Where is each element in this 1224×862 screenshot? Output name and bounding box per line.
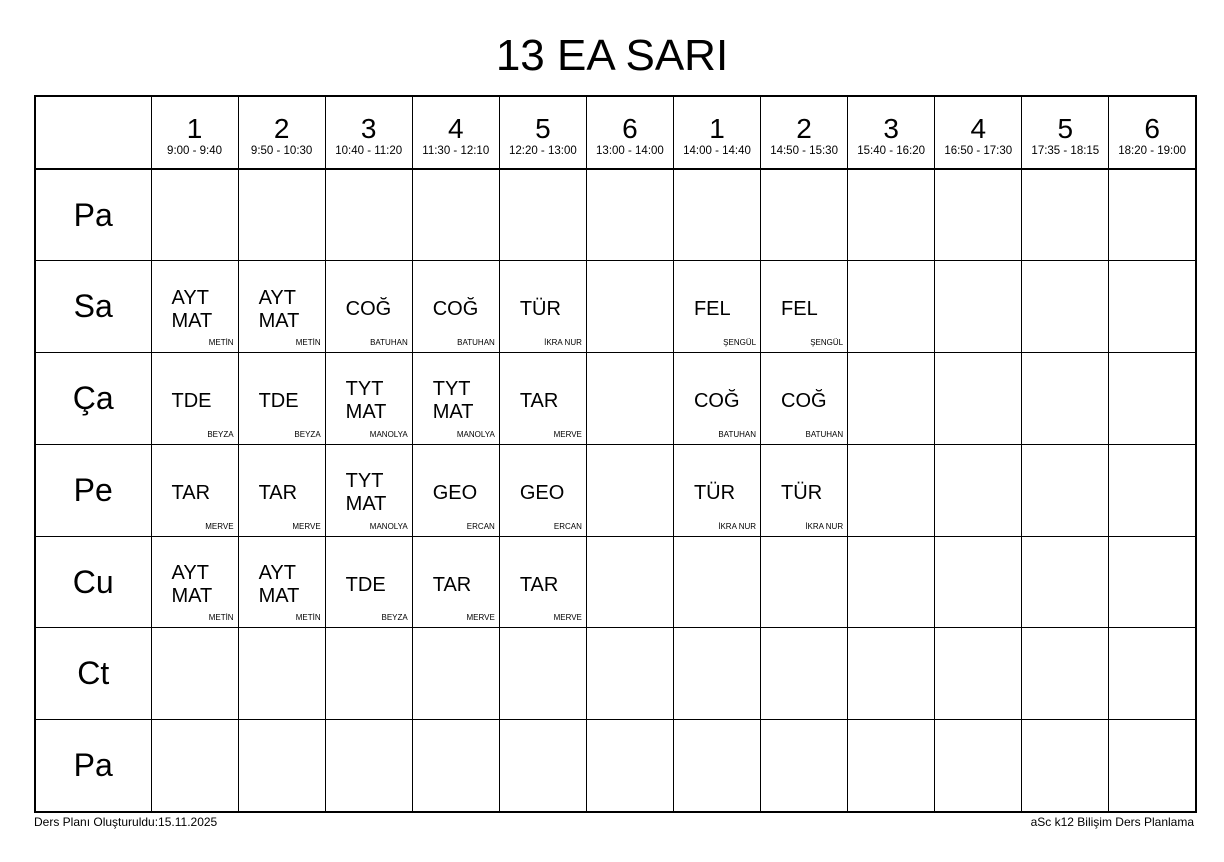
day-name: Ça: [35, 353, 151, 445]
period-number: 2: [273, 112, 290, 144]
empty-cell: [848, 444, 935, 536]
lesson-cell: [325, 261, 412, 353]
lesson-subject: [433, 375, 495, 428]
day-name: Sa: [35, 261, 151, 353]
lesson-cell: [761, 353, 848, 445]
empty-cell: [935, 536, 1022, 628]
day-row: [35, 444, 1196, 536]
period-time: 9:50 - 10:30: [250, 144, 313, 157]
lesson-cell: [673, 444, 760, 536]
empty-cell: [848, 628, 935, 720]
empty-cell: [673, 536, 760, 628]
lesson-cell: [325, 353, 412, 445]
lesson-subject: [520, 559, 582, 612]
period-number: 4: [970, 112, 987, 144]
period-time: 15:40 - 16:20: [857, 144, 926, 157]
period-header: [238, 96, 325, 169]
lesson-subject: [781, 283, 843, 336]
empty-cell: [325, 628, 412, 720]
lesson-subject: [781, 375, 843, 428]
lesson-teacher: MANOLYA: [369, 429, 408, 439]
lesson-subject-text: COĞ: [693, 389, 740, 412]
corner-cell: [35, 96, 151, 169]
day-name: Cu: [35, 536, 151, 628]
lesson-cell: [412, 536, 499, 628]
period-time: 9:00 - 9:40: [167, 144, 223, 157]
empty-cell: [1022, 536, 1109, 628]
lesson-teacher: ŞENGÜL: [723, 338, 757, 348]
lesson-subject: [346, 283, 408, 336]
lesson-subject: [172, 283, 234, 336]
lesson-subject-text: GEO: [519, 481, 565, 504]
lesson-subject-text: COĞ: [345, 298, 392, 321]
lesson-cell: [325, 536, 412, 628]
day-name: Pe: [35, 444, 151, 536]
empty-cell: [1109, 536, 1196, 628]
period-header: [761, 96, 848, 169]
lesson-subject: [346, 559, 408, 612]
lesson-subject-text: AYT MAT: [171, 286, 213, 332]
lesson-subject: [259, 467, 321, 520]
lesson-subject-text: TÜR: [693, 481, 736, 504]
lesson-subject-text: TDE: [258, 389, 299, 412]
empty-cell: [848, 169, 935, 261]
day-row: [35, 536, 1196, 628]
period-header: [151, 96, 238, 169]
lesson-teacher: BEYZA: [207, 429, 234, 439]
period-time: 16:50 - 17:30: [944, 144, 1013, 157]
lesson-cell: [151, 444, 238, 536]
empty-cell: [1022, 261, 1109, 353]
empty-cell: [935, 444, 1022, 536]
period-number: 6: [1144, 112, 1160, 144]
empty-cell: [673, 720, 760, 812]
lesson-subject-text: TYT MAT: [345, 470, 387, 516]
lesson-teacher: ERCAN: [466, 521, 495, 531]
empty-cell: [412, 169, 499, 261]
empty-cell: [935, 720, 1022, 812]
day-name: Pa: [35, 169, 151, 261]
lesson-subject-text: COĞ: [432, 298, 479, 321]
lesson-subject-text: TDE: [171, 389, 212, 412]
lesson-cell: [325, 444, 412, 536]
lesson-teacher: BEYZA: [381, 613, 408, 623]
lesson-teacher: METİN: [208, 613, 234, 623]
empty-cell: [761, 536, 848, 628]
empty-cell: [238, 628, 325, 720]
empty-cell: [586, 169, 673, 261]
empty-cell: [761, 720, 848, 812]
lesson-teacher: MERVE: [553, 429, 582, 439]
lesson-cell: [673, 261, 760, 353]
lesson-subject-text: TÜR: [781, 481, 823, 504]
lesson-subject: [520, 375, 582, 428]
lesson-subject: [694, 467, 756, 520]
period-number: 3: [883, 112, 899, 144]
empty-cell: [935, 261, 1022, 353]
lesson-subject-text: AYT MAT: [171, 562, 213, 608]
lesson-cell: [238, 536, 325, 628]
period-number: 5: [535, 112, 551, 144]
lesson-subject: [346, 375, 408, 428]
lesson-cell: [499, 261, 586, 353]
empty-cell: [151, 169, 238, 261]
lesson-subject: [433, 467, 495, 520]
lesson-cell: [238, 353, 325, 445]
empty-cell: [1022, 628, 1109, 720]
footer-software-credit: aSc k12 Bilişim Ders Planlama: [1030, 815, 1194, 829]
period-time: 12:20 - 13:00: [508, 144, 577, 157]
empty-cell: [935, 169, 1022, 261]
day-row: [35, 169, 1196, 261]
lesson-subject: [259, 375, 321, 428]
lesson-cell: [412, 444, 499, 536]
lesson-teacher: İKRA NUR: [544, 338, 582, 348]
lesson-subject-text: TYT MAT: [345, 378, 387, 424]
empty-cell: [1109, 720, 1196, 812]
lesson-subject: [172, 375, 234, 428]
lesson-cell: [499, 536, 586, 628]
empty-cell: [151, 628, 238, 720]
lesson-cell: [412, 353, 499, 445]
period-header: [586, 96, 673, 169]
lesson-teacher: MANOLYA: [456, 429, 495, 439]
period-number: 6: [622, 112, 638, 144]
empty-cell: [325, 720, 412, 812]
period-header: [1022, 96, 1109, 169]
lesson-cell: [761, 444, 848, 536]
empty-cell: [238, 720, 325, 812]
period-header: [325, 96, 412, 169]
lesson-teacher: METİN: [295, 613, 321, 623]
empty-cell: [935, 353, 1022, 445]
day-name: Pa: [35, 720, 151, 812]
lesson-subject: [520, 467, 582, 520]
lesson-subject-text: TDE: [345, 573, 386, 596]
period-time: 17:35 - 18:15: [1031, 144, 1100, 157]
lesson-cell: [238, 444, 325, 536]
lesson-teacher: METİN: [208, 338, 234, 348]
empty-cell: [848, 720, 935, 812]
empty-cell: [761, 628, 848, 720]
lesson-subject-text: TAR: [519, 573, 559, 596]
lesson-subject-text: TYT MAT: [432, 378, 474, 424]
period-time: 10:40 - 11:20: [335, 144, 403, 157]
lesson-subject: [433, 559, 495, 612]
period-number: 2: [796, 112, 812, 144]
empty-cell: [238, 169, 325, 261]
lesson-teacher: BATUHAN: [370, 338, 408, 348]
day-name: Ct: [35, 628, 151, 720]
lesson-subject-text: AYT MAT: [258, 286, 300, 332]
empty-cell: [412, 628, 499, 720]
lesson-subject-text: AYT MAT: [258, 562, 300, 608]
lesson-subject: [694, 375, 756, 428]
empty-cell: [586, 261, 673, 353]
empty-cell: [935, 628, 1022, 720]
day-row: [35, 720, 1196, 812]
lesson-subject: [172, 559, 234, 612]
lesson-subject-text: GEO: [432, 481, 478, 504]
period-header: [848, 96, 935, 169]
lesson-cell: [761, 261, 848, 353]
lesson-teacher: MERVE: [292, 521, 321, 531]
period-time: 13:00 - 14:00: [596, 144, 664, 157]
lesson-subject-text: COĞ: [781, 389, 827, 412]
lesson-teacher: İKRA NUR: [718, 521, 757, 531]
lesson-subject-text: TÜR: [519, 298, 561, 321]
empty-cell: [673, 628, 760, 720]
period-number: 1: [186, 112, 203, 144]
empty-cell: [1109, 444, 1196, 536]
period-header: [1109, 96, 1196, 169]
lesson-teacher: ŞENGÜL: [810, 338, 844, 348]
lesson-teacher: İKRA NUR: [805, 521, 844, 531]
lesson-subject: [346, 467, 408, 520]
empty-cell: [1022, 353, 1109, 445]
empty-cell: [499, 628, 586, 720]
timetable: [34, 95, 1197, 813]
empty-cell: [848, 261, 935, 353]
empty-cell: [761, 169, 848, 261]
lesson-teacher: ERCAN: [553, 521, 582, 531]
lesson-teacher: MANOLYA: [369, 521, 408, 531]
lesson-subject: [259, 559, 321, 612]
empty-cell: [499, 169, 586, 261]
empty-cell: [586, 444, 673, 536]
page-title: 13 EA SARI: [495, 31, 729, 80]
lesson-teacher: BATUHAN: [457, 338, 495, 348]
empty-cell: [412, 720, 499, 812]
lesson-subject: [259, 283, 321, 336]
empty-cell: [586, 628, 673, 720]
period-header: [499, 96, 586, 169]
period-header: [412, 96, 499, 169]
empty-cell: [325, 169, 412, 261]
empty-cell: [1022, 444, 1109, 536]
period-time: 14:50 - 15:30: [770, 144, 838, 157]
lesson-cell: [412, 261, 499, 353]
lesson-teacher: MERVE: [205, 521, 234, 531]
empty-cell: [586, 720, 673, 812]
period-number: 1: [709, 112, 725, 144]
empty-cell: [586, 353, 673, 445]
empty-cell: [1109, 169, 1196, 261]
lesson-cell: [151, 353, 238, 445]
day-row: [35, 628, 1196, 720]
empty-cell: [1109, 628, 1196, 720]
lesson-subject: [433, 283, 495, 336]
empty-cell: [848, 536, 935, 628]
empty-cell: [848, 353, 935, 445]
lesson-teacher: MERVE: [466, 613, 495, 623]
lesson-subject: [781, 467, 843, 520]
empty-cell: [499, 720, 586, 812]
footer-created-date: Ders Planı Oluşturuldu:15.11.2025: [34, 815, 218, 829]
day-row: [35, 261, 1196, 353]
period-header-row: [35, 96, 1196, 169]
period-header: [673, 96, 760, 169]
empty-cell: [1109, 353, 1196, 445]
lesson-teacher: BATUHAN: [718, 429, 757, 439]
lesson-cell: [499, 353, 586, 445]
lesson-subject: [520, 283, 582, 336]
lesson-subject-text: FEL: [693, 298, 731, 321]
lesson-subject-text: FEL: [781, 298, 818, 321]
period-number: 4: [447, 112, 464, 144]
period-time: 18:20 - 19:00: [1118, 144, 1187, 157]
lesson-cell: [499, 444, 586, 536]
lesson-subject-text: TAR: [432, 573, 472, 596]
day-row: [35, 353, 1196, 445]
lesson-teacher: BATUHAN: [805, 429, 844, 439]
period-header: [935, 96, 1022, 169]
empty-cell: [586, 536, 673, 628]
lesson-subject-text: TAR: [519, 389, 559, 412]
lesson-subject: [172, 467, 234, 520]
empty-cell: [1022, 720, 1109, 812]
period-number: 3: [360, 112, 377, 144]
lesson-teacher: BEYZA: [294, 429, 321, 439]
empty-cell: [1109, 261, 1196, 353]
lesson-cell: [151, 261, 238, 353]
empty-cell: [151, 720, 238, 812]
period-time: 14:00 - 14:40: [683, 144, 751, 157]
empty-cell: [1022, 169, 1109, 261]
period-number: 5: [1057, 112, 1074, 144]
lesson-teacher: MERVE: [553, 613, 582, 623]
lesson-subject: [694, 283, 756, 336]
lesson-cell: [151, 536, 238, 628]
lesson-cell: [673, 353, 760, 445]
period-time: 11:30 - 12:10: [422, 144, 490, 157]
lesson-subject-text: TAR: [258, 481, 298, 504]
lesson-subject-text: TAR: [171, 481, 211, 504]
lesson-cell: [238, 261, 325, 353]
lesson-teacher: METİN: [295, 338, 321, 348]
empty-cell: [673, 169, 760, 261]
